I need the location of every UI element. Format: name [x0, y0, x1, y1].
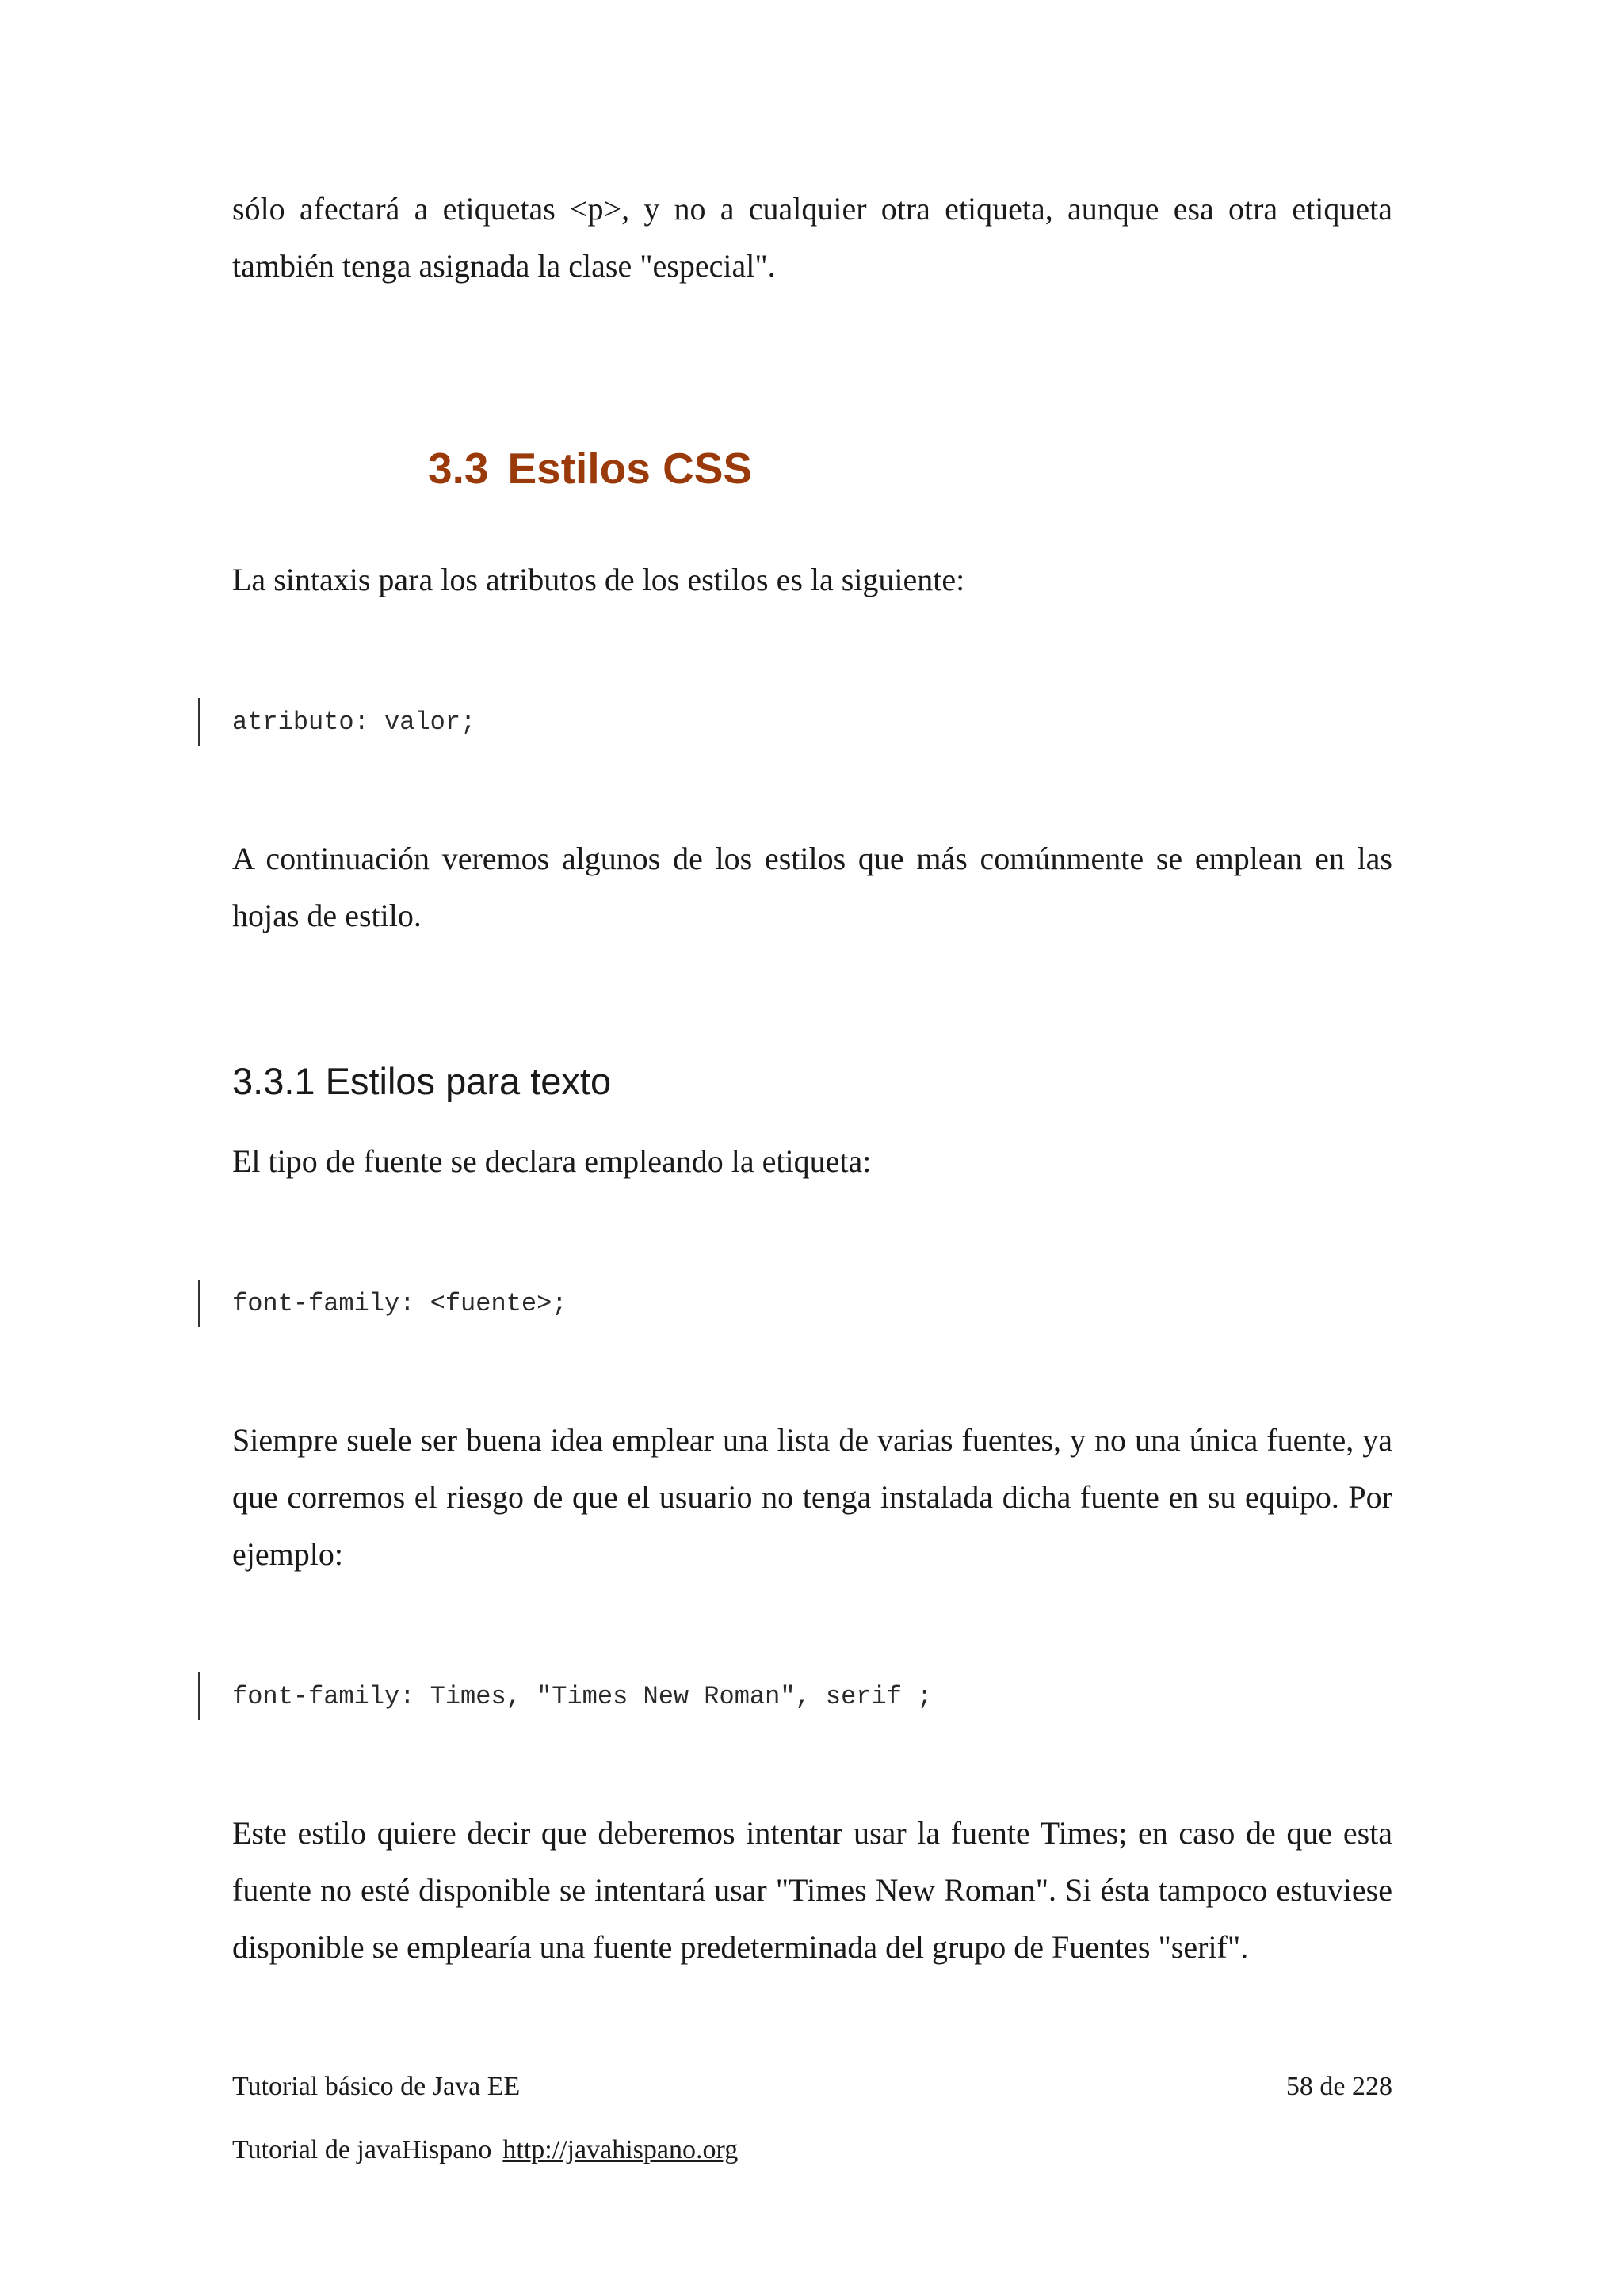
continuation-paragraph: A continuación veremos algunos de los estilos que más comúnmente se emplean en las hojas de estilo. [232, 841, 1392, 933]
code-margin-bar [198, 1672, 200, 1720]
advice-paragraph: Siempre suele ser buena idea emplear una lista de varias fuentes, y no una única fuente, ya que corremos el riesgo de que el usuario no tenga instalada dicha fuente en su equipo. Por ejemplo: [232, 1422, 1392, 1572]
footer-publisher-link[interactable]: http://javahispano.org [502, 2135, 739, 2164]
explanation-paragraph: Este estilo quiere decir que deberemos intentar usar la fuente Times; en caso de que esta fuente no esté disponible se intentará usar "Times New Roman". Si ésta tampoco estuviese disponible se emplearía una fuente predeterminada del grupo de Fuentes "serif". [232, 1815, 1392, 1965]
syntax-paragraph: La sintaxis para los atributos de los estilos es la siguiente: [232, 562, 965, 597]
code-block-syntax [198, 697, 475, 746]
code-block-example [198, 1672, 932, 1721]
section-heading [428, 441, 752, 496]
footer-publisher-label: Tutorial de javaHispano [232, 2135, 492, 2164]
section-number: 3.3 [428, 444, 489, 493]
subsection-heading: 3.3.1 Estilos para texto [232, 1060, 612, 1102]
intro-paragraph: sólo afectará a etiquetas <p>, y no a cualquier otra etiqueta, aunque esa otra etiqueta también tenga asignada la clase "especial". [232, 191, 1392, 284]
section-title: Estilos CSS [507, 444, 753, 493]
footer-book-title: Tutorial básico de Java EE [232, 2072, 521, 2101]
code-margin-bar [198, 698, 200, 746]
code-font-family: font-family: <fuente>; [232, 1288, 567, 1318]
font-decl-paragraph: El tipo de fuente se declara empleando la etiqueta: [232, 1143, 872, 1179]
footer-publisher [232, 2133, 738, 2168]
code-example: font-family: Times, "Times New Roman", serif ; [232, 1681, 933, 1711]
code-margin-bar [198, 1280, 200, 1327]
footer-page-number: 58 de 228 [1285, 2072, 1392, 2101]
code-block-font-family [198, 1279, 567, 1328]
code-syntax: atributo: valor; [232, 707, 476, 737]
